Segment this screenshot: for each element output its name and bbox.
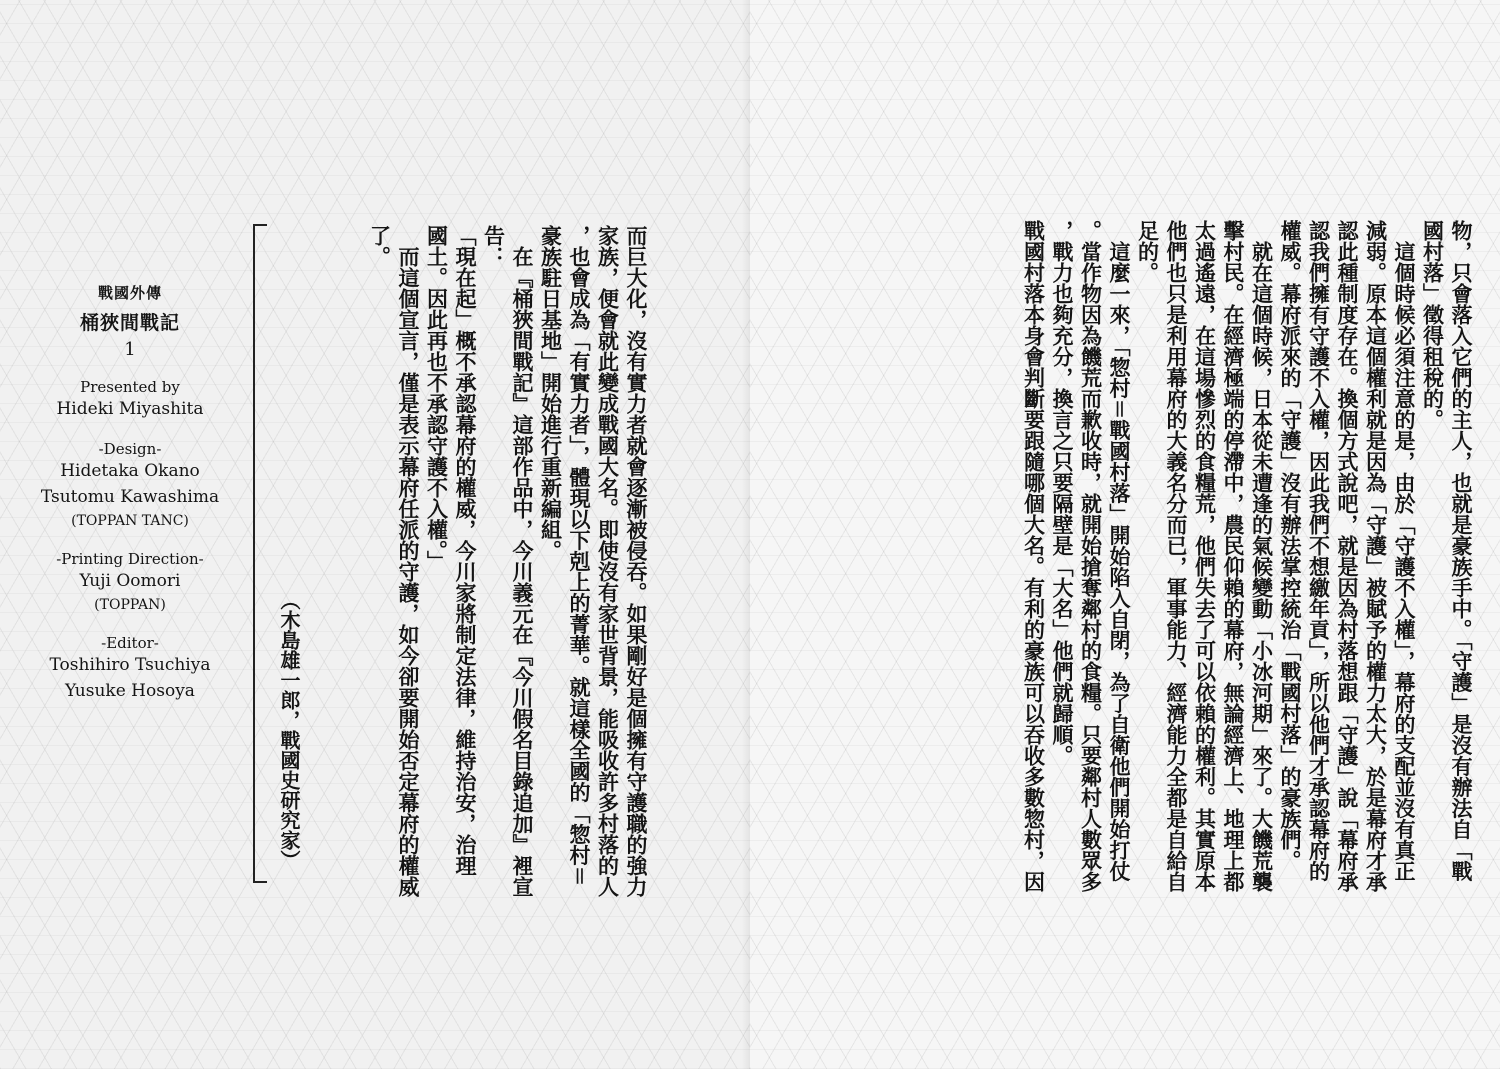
text-column: 國村落」徵得租稅的。 xyxy=(1420,220,1446,430)
text-column: 而巨大化，沒有實力者就會逐漸被侵吞。如果剛好是個擁有守護職的強力 xyxy=(624,225,649,897)
book-title: 桶狹間戰記 xyxy=(79,312,180,334)
text-column: 家族，便會就此變成戰國大名。即使沒有家世背景，能吸收許多村落的人 xyxy=(595,225,621,897)
text-column: 足的。 xyxy=(1135,220,1161,283)
editor-block xyxy=(20,634,240,704)
design-company: (TOPPAN TANC) xyxy=(71,513,189,529)
text-column: 物，只會落入它們的主人，也就是豪族手中。「守護」是沒有辦法自「戰 xyxy=(1449,220,1474,882)
text-column: 認此種制度存在。換個方式說吧，就是因為村落想跟「守護」說「幕府承 xyxy=(1335,220,1360,892)
editor-label: -Editor- xyxy=(101,634,159,652)
text-column: 國土。因此再也不承認守護不入權。」 xyxy=(424,225,450,572)
design-name: Tsutomu Kawashima xyxy=(40,487,220,507)
right-page xyxy=(750,0,1500,1069)
text-column: 減弱。原本這個權利就是因為「守護」被賦予的權力太大，於是幕府才承 xyxy=(1363,220,1389,892)
text-column: ，戰力也夠充分，換言之只要隔壁是「大名」他們就歸順。 xyxy=(1050,220,1075,766)
text-column: 擊村民。在經濟極端的停滯中，農民仰賴的幕府，無論經濟上、地理上都 xyxy=(1221,220,1246,892)
left-bracket-frame xyxy=(253,224,267,883)
author-attribution: （木島雄一郎，戰國史研究家） xyxy=(277,590,301,870)
design-name: Hidetaka Okano xyxy=(60,461,200,481)
printing-company: (TOPPAN) xyxy=(94,597,166,613)
text-column: 而這個宣言，僅是表示幕府任派的守護，如今卻要開始否定幕府的權威 xyxy=(396,225,421,897)
credits-block xyxy=(20,282,240,704)
text-column: 告： xyxy=(481,225,507,267)
text-column: 這麼一來，「惣村＝戰國村落」開始陷入自閉，為了自衛他們開始打仗 xyxy=(1107,220,1132,882)
text-column: 認我們擁有守護不入權，因此我們不想繳年貢」，所以他們才承認幕府的 xyxy=(1306,220,1332,882)
text-column: 這個時候必須注意的是，由於「守護不入權」，幕府的支配並沒有真正 xyxy=(1392,220,1417,882)
printing-label: -Printing Direction- xyxy=(56,550,204,568)
design-label: -Design- xyxy=(98,440,162,458)
volume-number: 1 xyxy=(124,339,136,360)
editor-name: Yusuke Hosoya xyxy=(65,681,195,701)
editor-name: Toshihiro Tsuchiya xyxy=(49,655,211,675)
text-column: ，也會成為「有實力者」，體現以下剋上的菁華。就這樣全國的「惣村＝ xyxy=(567,225,592,887)
text-column: 就在這個時候，日本從未遭逢的氣候變動「小冰河期」來了。大饑荒襲 xyxy=(1249,220,1275,892)
text-column: 在『桶狹間戰記』這部作品中，今川義元在『今川假名目錄追加』裡宣 xyxy=(510,225,535,897)
text-column: 豪族駐日基地」開始進行重新編組。 xyxy=(538,225,564,561)
text-column: 「現在起」概不承認幕府的權威，今川家將制定法律，維持治安，治理 xyxy=(453,225,478,876)
presenter-block xyxy=(20,378,240,422)
right-body-text xyxy=(1019,220,1475,892)
text-column: 。當作物因為饑荒而歉收時，就開始搶奪鄰村的食糧。只要鄰村人數眾多 xyxy=(1078,220,1104,892)
presented-by-label: Presented by xyxy=(80,378,180,396)
text-column: 戰國村落本身會判斷要跟隨哪個大名。有利的豪族可以吞收多數惣村，因 xyxy=(1021,220,1047,892)
series-title: 戰國外傳 xyxy=(97,284,162,302)
left-body-text xyxy=(365,225,650,897)
text-column: 太過遙遠，在這場慘烈的食糧荒，他們失去了可以依賴的權利。其實原本 xyxy=(1192,220,1218,892)
text-column: 他們也只是利用幕府的大義名分而已，軍事能力、經濟能力全都是自給自 xyxy=(1164,220,1189,892)
printing-block xyxy=(20,550,240,616)
design-block xyxy=(20,440,240,532)
text-column: 了。 xyxy=(367,225,393,267)
text-column: 權威。幕府派來的「守護」沒有辦法掌控統治「戰國村落」的豪族們。 xyxy=(1278,220,1303,871)
printing-name: Yuji Oomori xyxy=(79,571,181,591)
presenter-name: Hideki Miyashita xyxy=(56,399,204,419)
